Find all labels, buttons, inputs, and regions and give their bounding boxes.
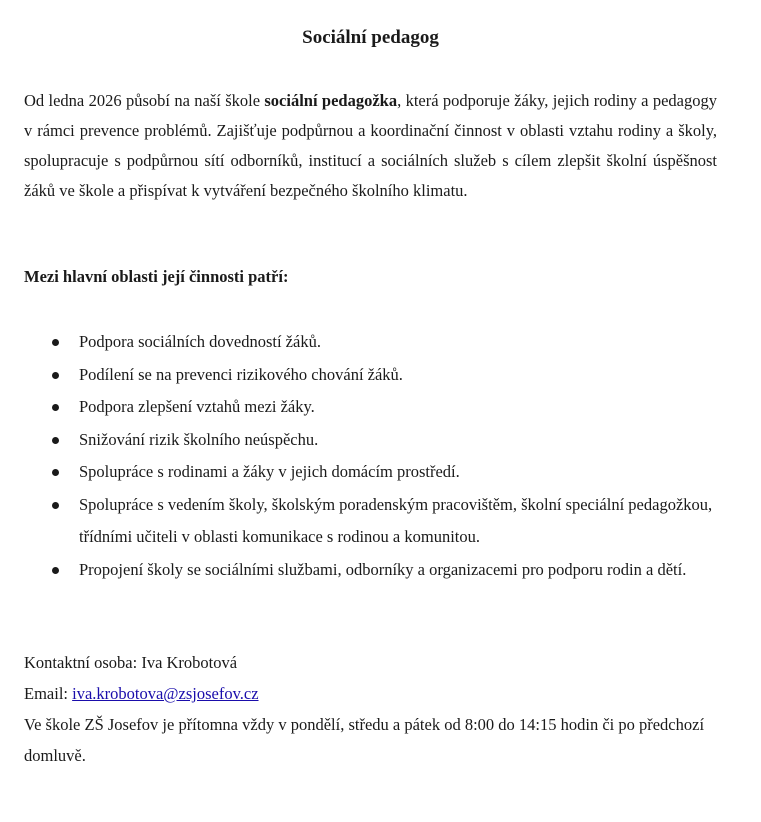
bullet-icon <box>52 567 59 574</box>
list-item-text: Podpora sociálních dovedností žáků. <box>79 332 321 351</box>
intro-bold-role: sociální pedagožka <box>264 91 398 110</box>
list-item <box>24 424 717 457</box>
bullet-icon <box>52 372 59 379</box>
intro-paragraph <box>24 86 717 206</box>
bullet-icon <box>52 404 59 411</box>
list-item-text: Spolupráce s rodinami a žáky v jejich domácím prostředí. <box>79 462 460 481</box>
list-item-text: Podpora zlepšení vztahů mezi žáky. <box>79 397 315 416</box>
list-item-text: Podílení se na prevenci rizikového chování žáků. <box>79 364 403 384</box>
list-item <box>24 489 717 554</box>
list-item-text: Snižování rizik školního neúspěchu. <box>79 429 319 449</box>
list-item <box>24 554 717 587</box>
contact-person: Kontaktní osoba: Iva Krobotová <box>24 653 238 672</box>
bullet-icon <box>52 502 59 509</box>
list-item <box>24 391 717 424</box>
list-item-text: Spolupráce s vedením školy, školským poradenským pracovištěm, školní speciální pedagožkou, třídními učiteli v oblasti komunikace s rodinou a komunitou. <box>79 494 713 546</box>
list-item <box>24 359 717 392</box>
list-item <box>24 326 717 359</box>
bullet-icon <box>52 437 59 444</box>
email-label: Email: <box>24 684 73 703</box>
activities-heading: Mezi hlavní oblasti její činnosti patří: <box>24 267 289 286</box>
availability-text: Ve škole ZŠ Josefov je přítomna vždy v pondělí, středu a pátek od 8:00 do 14:15 hodin či po předchozí domluvě. <box>24 715 705 765</box>
email-link[interactable]: iva.krobotova@zsjosefov.cz <box>72 684 259 703</box>
list-item <box>24 456 717 489</box>
intro-text-start: Od ledna 2026 působí na naší škole <box>24 91 265 110</box>
list-item-text: Propojení školy se sociálními službami, odborníky a organizacemi pro podporu rodin a dětí. <box>79 559 687 579</box>
intro-text-end: , která podporuje žáky, jejich rodiny a pedagogy v rámci prevence problémů. Zajišťuje podpůrnou a koordinační činnost v oblasti vztahu rodiny a školy, spolupracuje s podpůrnou sítí odborníků, institucí a sociálních služeb s cílem zlepšit školní úspěšnost žáků ve škole a přispívat k vytváření bezpečného školního klimatu. <box>24 91 718 200</box>
bullet-icon <box>52 339 59 346</box>
page-title: Sociální pedagog <box>302 27 439 48</box>
bullet-icon <box>52 469 59 476</box>
activities-list <box>24 326 717 586</box>
contact-email-line <box>24 678 724 709</box>
contact-section <box>24 647 724 771</box>
